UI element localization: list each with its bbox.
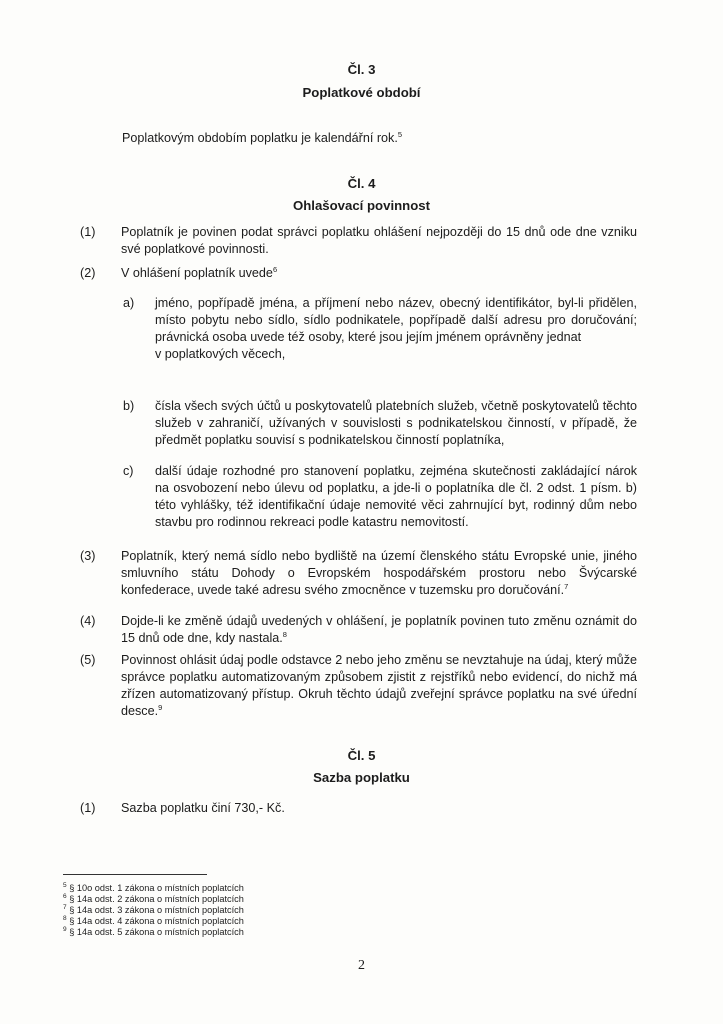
paragraph-number: (4) — [80, 614, 96, 628]
footnote-ref: 8 — [282, 629, 287, 639]
list-label: a) — [123, 296, 135, 310]
paragraph: Sazba poplatku činí 730,- Kč. — [121, 801, 285, 815]
article-number: Čl. 5 — [347, 748, 376, 763]
page-number: 2 — [358, 958, 365, 973]
paragraph: V ohlášení poplatník uvede$^6$ — [121, 264, 278, 280]
list-item: jméno, popřípadě jména, a příjmení nebo název, obecný identifikátor, byl-li přidělen, místo pobytu nebo sídlo, sídlo podnikatele, popřípadě další adresu pro doručování; právnická osoba uvede též osoby, které jsou jejím jménem oprávněny jednat v poplatkových věcech, — [155, 296, 637, 361]
article-title: Poplatkové období — [302, 85, 421, 100]
paragraph: Poplatník je povinen podat správci poplatku ohlášení nejpozději do 15 dnů ode dne vzniku své poplatkové povinnosti. — [121, 225, 637, 256]
list-item: čísla všech svých účtů u poskytovatelů platebních služeb, včetně poskytovatelů těchto služeb v zahraničí, užívaných v souvislosti s podnikatelskou činností, v případě, že předmět poplatku souvisí s podnikatelskou činností poplatníka, — [155, 399, 637, 447]
paragraph-number: (2) — [80, 266, 96, 280]
article-number: Čl. 4 — [347, 176, 376, 191]
footnote: $^7$ § 14a odst. 3 zákona o místních poplatcích — [63, 903, 244, 915]
article-number: Čl. 3 — [347, 62, 376, 77]
footnote-ref: 9 — [158, 702, 163, 712]
footnote: $^6$ § 14a odst. 2 zákona o místních poplatcích — [63, 892, 244, 904]
footnote: $^5$ § 10o odst. 1 zákona o místních poplatcích — [63, 881, 244, 893]
paragraph-number: (3) — [80, 549, 96, 563]
paragraph-number: (1) — [80, 801, 96, 815]
paragraph: Poplatník, který nemá sídlo nebo bydliště na území členského státu Evropské unie, jiného smluvního státu Dohody o Evropském hospodářském prostoru nebo Švýcarské konfederace, uvede také adresu svého zmocněnce v tuzemsku pro doručování.$^7$ — [121, 549, 637, 597]
footnote-ref: 5 — [397, 129, 402, 139]
footnote-ref: 7 — [564, 581, 569, 591]
paragraph: Dojde-li ke změně údajů uvedených v ohlášení, je poplatník povinen tuto změnu oznámit do 15 dnů ode dne, kdy nastala.$^8$ — [121, 614, 637, 645]
article-title: Sazba poplatku — [313, 770, 410, 785]
paragraph: Povinnost ohlásit údaj podle odstavce 2 nebo jeho změnu se nevztahuje na údaj, který může správce poplatku automatizovaným způsobem zjistit z rejstříků nebo evidencí, do nichž má zřízen automatizovaný přístup. Okruh těchto údajů zveřejní správce poplatku na své úřední desce.$^9$ — [121, 653, 637, 718]
list-label: c) — [123, 464, 134, 478]
paragraph: Poplatkovým obdobím poplatku je kalendářní rok.$^5$ — [122, 129, 402, 145]
footnote-separator — [63, 874, 207, 875]
article-title: Ohlašovací povinnost — [292, 198, 431, 213]
paragraph-number: (1) — [80, 225, 96, 239]
footnote: $^9$ § 14a odst. 5 zákona o místních poplatcích — [63, 925, 244, 937]
list-label: b) — [123, 399, 135, 413]
list-item: další údaje rozhodné pro stanovení poplatku, zejména skutečnosti zakládající nárok na osvobození nebo úlevu od poplatku, a jde-li o poplatníka dle čl. 2 odst. 1 písm. b) této vyhlášky, též identifikační údaje nemovité věci zahrnující byt, rodinný dům nebo stavbu pro rodinnou rekreaci podle katastru nemovitostí. — [155, 464, 637, 529]
paragraph-number: (5) — [80, 653, 96, 667]
footnote-ref: 6 — [272, 264, 278, 274]
footnote: $^8$ § 14a odst. 4 zákona o místních poplatcích — [63, 914, 244, 926]
